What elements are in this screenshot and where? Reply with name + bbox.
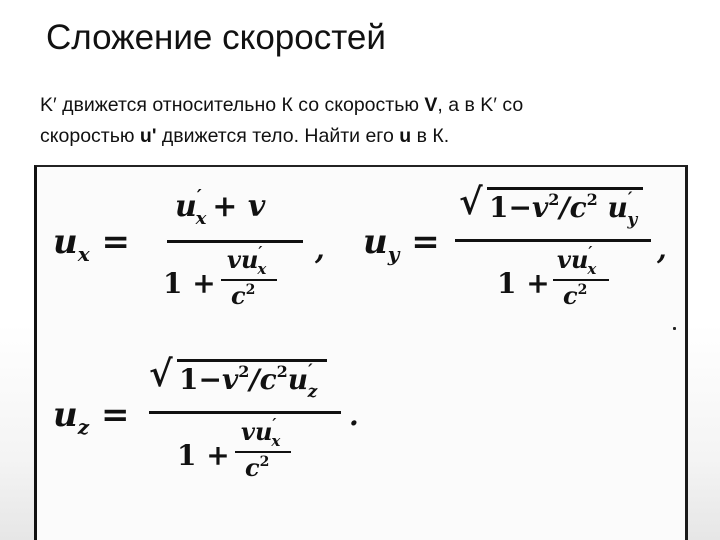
uz-lhs: $u_z$ = bbox=[53, 395, 130, 439]
ux-denominator: 1 + bbox=[163, 267, 216, 300]
uz-period: . bbox=[349, 399, 359, 432]
ux-inner-den: $c^2$ bbox=[231, 281, 256, 310]
uy-comma: , bbox=[657, 233, 667, 266]
velocity-u-prime: u' bbox=[139, 125, 157, 147]
uy-lhs: $u_y$ = bbox=[363, 222, 440, 266]
slide-title: Сложение скоростей bbox=[46, 18, 386, 57]
uy-inner-num: $vu'_x$ bbox=[557, 243, 597, 278]
formula-scan bbox=[34, 165, 688, 540]
ux-fraction-bar bbox=[167, 240, 303, 243]
uz-numerator: $1-v^2/c^2u'_z$ bbox=[179, 361, 318, 402]
statement-text: движется тело. Найти его bbox=[156, 125, 400, 147]
scan-speck bbox=[673, 327, 676, 330]
uz-fraction-bar bbox=[149, 411, 341, 414]
uz-sqrt-sign: √ bbox=[149, 353, 173, 395]
uz-denominator: 1 + bbox=[177, 439, 230, 472]
statement-text: K′ движется относительно К со скоростью bbox=[40, 94, 425, 116]
ux-numerator: $u'_x + v$ bbox=[175, 186, 266, 229]
statement-text: в К. bbox=[411, 125, 450, 147]
ux-inner-num: $vu'_x$ bbox=[227, 243, 267, 278]
uz-inner-num: $vu'_x$ bbox=[241, 415, 281, 450]
ux-lhs: $u_x$ = bbox=[53, 222, 131, 266]
uy-fraction-bar bbox=[455, 239, 651, 242]
uy-sqrt-bar bbox=[487, 187, 643, 190]
velocity-V: V bbox=[424, 94, 438, 116]
uz-inner-den: $c^2$ bbox=[245, 453, 270, 482]
uy-numerator: $1-v^2/c^2$ $u'_y$ bbox=[489, 189, 638, 230]
statement-text: , а в K′ со bbox=[437, 94, 524, 116]
uy-sqrt-sign: √ bbox=[459, 181, 483, 223]
problem-statement bbox=[40, 90, 700, 152]
uz-sqrt-bar bbox=[177, 359, 327, 362]
ux-comma: , bbox=[315, 233, 325, 266]
velocity-u: u bbox=[399, 125, 412, 147]
statement-text: скоростью bbox=[40, 125, 140, 147]
uy-inner-den: $c^2$ bbox=[563, 281, 588, 310]
uy-denominator: 1 + bbox=[497, 267, 550, 300]
